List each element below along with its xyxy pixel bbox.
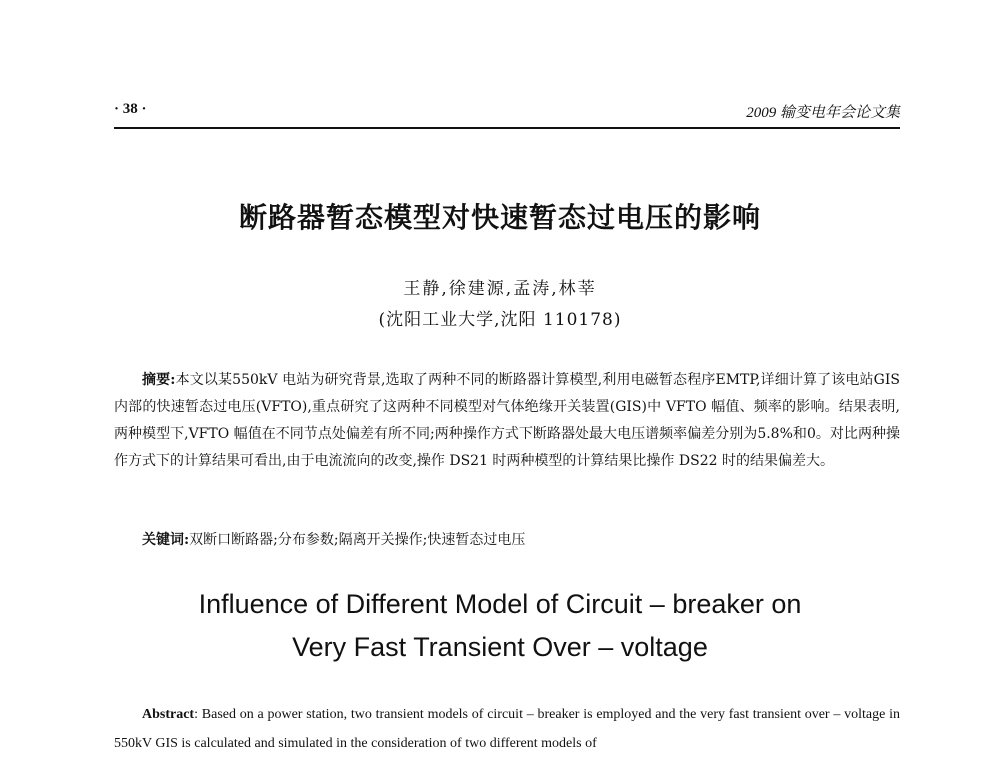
chinese-abstract: [114, 367, 900, 475]
chinese-title: 断路器暂态模型对快速暂态过电压的影响: [238, 201, 761, 234]
english-abstract-text: : Based on a power station, two transient models of circuit – breaker is employed and the very fast transient over – voltage in 550kV GIS is calculated and simulated in the consideration of two different models of: [114, 707, 900, 751]
chinese-keywords-label: 关键词:: [142, 532, 190, 548]
english-title: [0, 583, 1000, 669]
chinese-affiliation: (沈阳工业大学,沈阳 110178): [378, 310, 622, 330]
english-abstract: [114, 700, 900, 758]
journal-name: 2009 输变电年会论文集: [746, 105, 900, 121]
chinese-keywords: [142, 529, 525, 549]
running-header: [114, 101, 900, 129]
english-abstract-label: Abstract: [142, 707, 195, 722]
english-title-line-1: Influence of Different Model of Circuit – breaker on: [198, 589, 802, 619]
english-title-line-2: Very Fast Transient Over – voltage: [292, 632, 708, 662]
chinese-authors: 王静,徐建源,孟涛,林莘: [403, 279, 597, 299]
page-number: · 38 ·: [114, 101, 147, 117]
chinese-keywords-text: 双断口断路器;分布参数;隔离开关操作;快速暂态过电压: [189, 532, 526, 548]
chinese-abstract-text: 本文以某550kV 电站为研究背景,选取了两种不同的断路器计算模型,利用电磁暂态程序EMTP,详细计算了该电站GIS 内部的快速暂态过电压(VFTO),重点研究了这两种不同模型对气体绝缘开关装置(GIS)中 VFTO 幅值、频率的影响。结果表明,两种模型下,VFTO 幅值在不同节点处偏差有所不同;两种操作方式下断路器处最大电压谱频率偏差分别为5.8%和0。对比两种操作方式下的计算结果可看出,由于电流流向的改变,操作 DS21 时两种模型的计算结果比操作 DS22 时的结果偏差大。: [114, 372, 900, 469]
chinese-abstract-label: 摘要:: [142, 372, 176, 388]
